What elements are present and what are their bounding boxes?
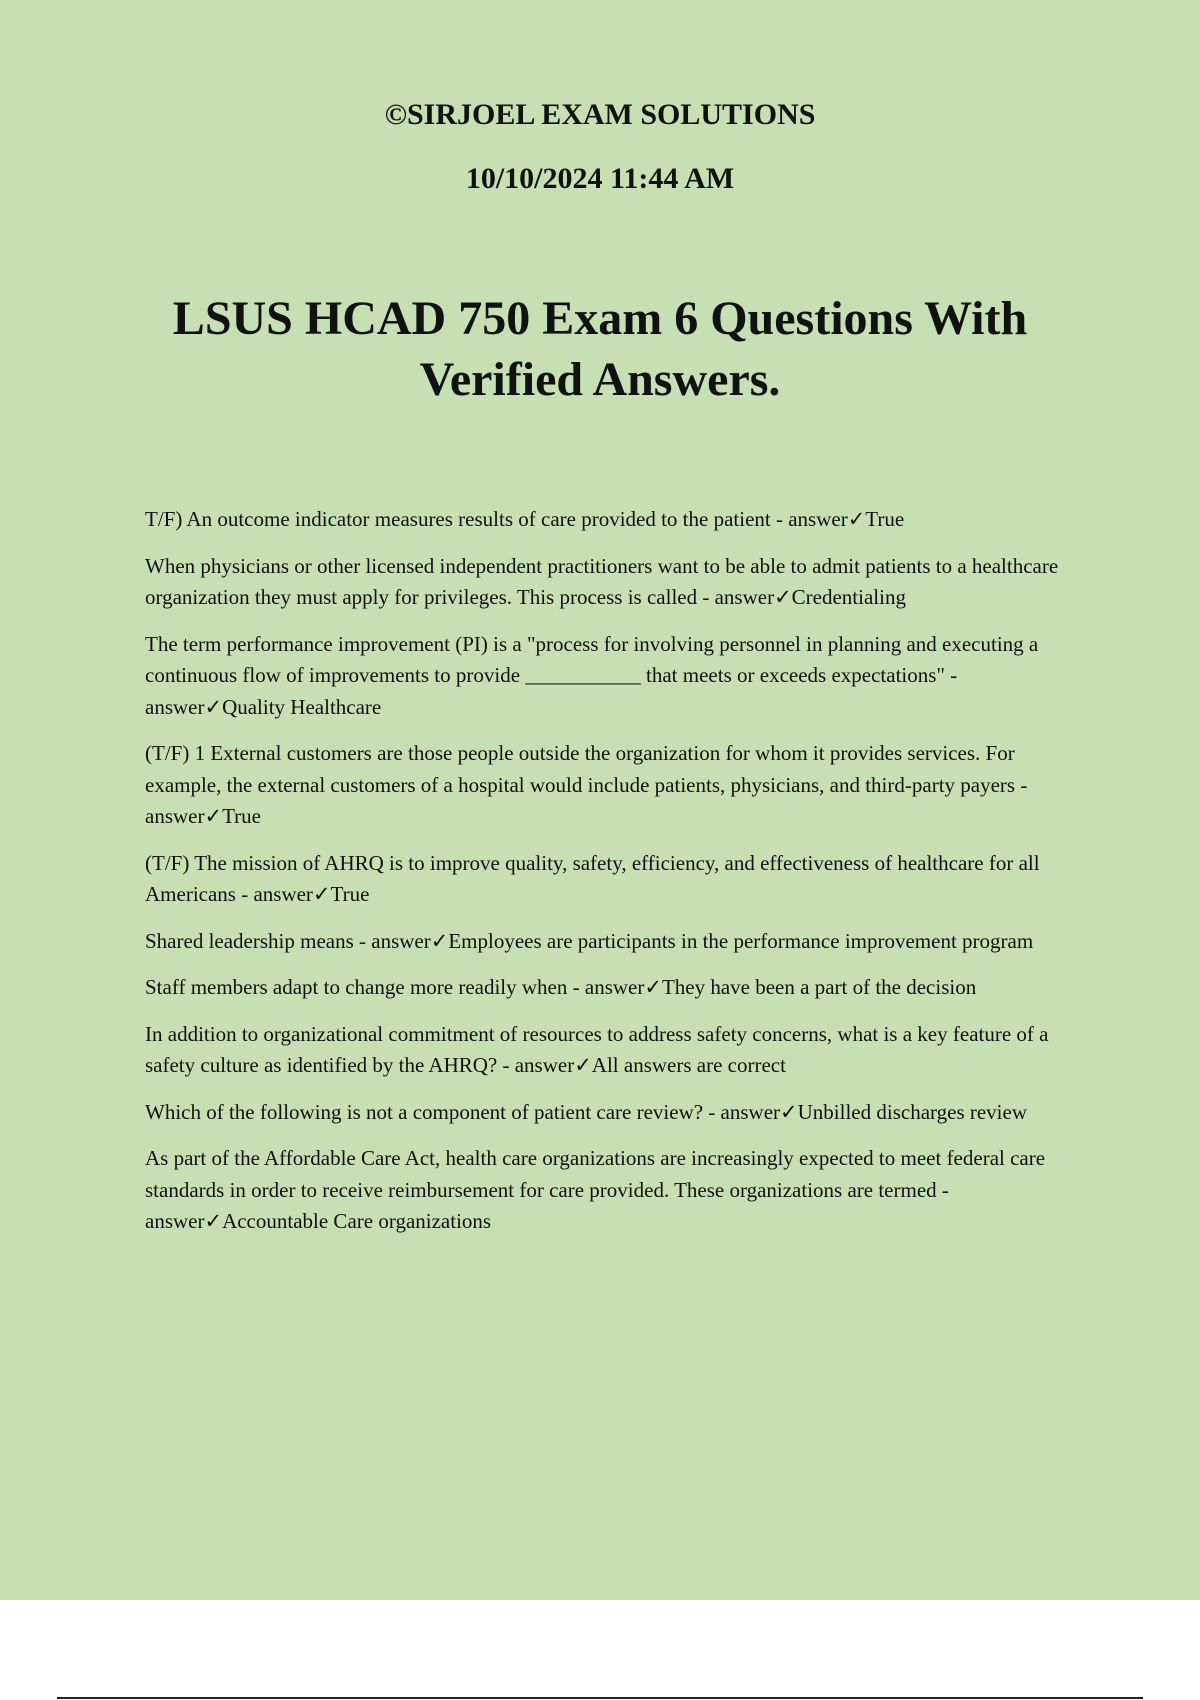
qa-item: The term performance improvement (PI) is a "process for involving personnel in planning and executing a continuous flow of improvements to provide ___________ that meets or exceeds expectations" - answer✓Quality Healthcare xyxy=(145,631,1039,719)
qa-item: Shared leadership means - answer✓Employees are participants in the performance improvement program xyxy=(145,928,1034,953)
qa-item: Which of the following is not a component of patient care review? - answer✓Unbilled discharges review xyxy=(145,1099,1027,1124)
qa-item: (T/F) 1 External customers are those people outside the organization for whom it provides services. For example, the external customers of a hospital would include patients, physicians, and third-party payers - answer✓True xyxy=(145,741,1028,828)
publisher-heading: ©SIRJOEL EXAM SOLUTIONS xyxy=(384,98,816,131)
qa-item: T/F) An outcome indicator measures results of care provided to the patient - answer✓True xyxy=(145,507,905,531)
page-divider xyxy=(57,1697,1143,1699)
timestamp-heading: 10/10/2024 11:44 AM xyxy=(465,162,735,195)
qa-item: As part of the Affordable Care Act, health care organizations are increasingly expected to meet federal care standards in order to receive reimbursement for care provided. These organizations are termed - answer✓Accountable Care organizations xyxy=(145,1146,1046,1233)
qa-item: Staff members adapt to change more readily when - answer✓They have been a part of the decision xyxy=(145,975,977,999)
question-answer-list xyxy=(145,504,1085,1253)
document-title: LSUS HCAD 750 Exam 6 Questions With Verified Answers. xyxy=(172,292,1028,406)
qa-item: When physicians or other licensed independent practitioners want to be able to admit patients to a healthcare organization they must apply for privileges. This process is called - answer✓Credentialing xyxy=(145,553,1059,609)
qa-item: In addition to organizational commitment of resources to address safety concerns, what is a key feature of a safety culture as identified by the AHRQ? - answer✓All answers are correct xyxy=(145,1021,1049,1077)
qa-item: (T/F) The mission of AHRQ is to improve quality, safety, efficiency, and effectiveness of healthcare for all Americans - answer✓True xyxy=(145,850,1040,906)
